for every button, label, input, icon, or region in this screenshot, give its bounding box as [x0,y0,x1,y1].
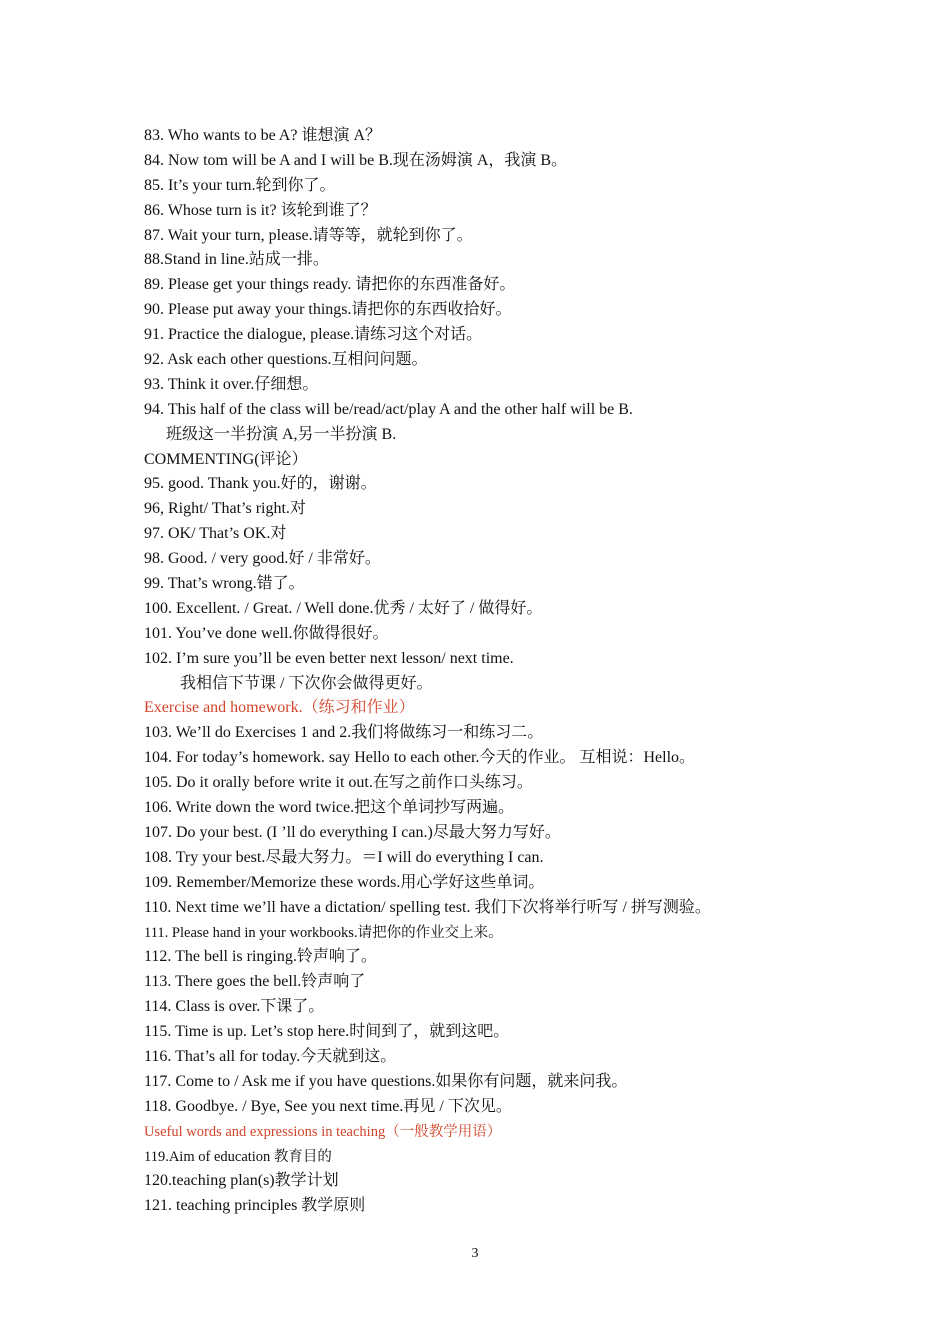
text-line: 113. There goes the bell.铃声响了 [144,973,366,991]
text-line: 117. Come to / Ask me if you have questions.如果你有问题，就来问我。 [144,1072,628,1090]
text-line: 112. The bell is ringing.铃声响了。 [144,948,377,966]
text-line: 100. Excellent. / Great. / Well done.优秀 / 太好了 / 做得好。 [144,599,543,617]
text-line: 89. Please get your things ready. 请把你的东西准备好。 [144,276,516,294]
text-line: 86. Whose turn is it? 该轮到谁了？ [144,201,377,219]
text-line: 118. Goodbye. / Bye, See you next time.再见 / 下次见。 [144,1097,512,1115]
text-line: 92. Ask each other questions.互相问问题。 [144,351,428,369]
text-line: 114. Class is over.下课了。 [144,998,325,1016]
text-line: 104. For today’s homework. say Hello to each other.今天的作业。 互相说：Hello。 [144,749,696,767]
text-line: 98. Good. / very good.好 / 非常好。 [144,550,381,568]
text-line: 84. Now tom will be A and I will be B.现在汤姆演 A，我演 B。 [144,151,568,169]
text-line: 93. Think it over.仔细想。 [144,375,319,393]
text-line: 115. Time is up. Let’s stop here.时间到了，就到这吧。 [144,1023,510,1041]
section-heading: Useful words and expressions in teaching（一般教学用语） [144,1123,502,1140]
text-line: 111. Please hand in your workbooks.请把你的作业交上来。 [144,924,503,941]
text-line: 121. teaching principles 教学原则 [144,1197,366,1215]
text-line: 119.Aim of education 教育目的 [144,1148,332,1165]
text-line: 105. Do it orally before write it out.在写之前作口头练习。 [144,774,533,792]
text-line: 94. This half of the class will be/read/act/play A and the other half will be B. [144,400,633,418]
section-heading: Exercise and homework.（练习和作业） [144,699,415,717]
text-line: 96, Right/ That’s right.对 [144,500,306,518]
document-body [144,124,904,1219]
text-line: 班级这一半扮演 A,另一半扮演 B. [166,425,397,443]
text-line: 106. Write down the word twice.把这个单词抄写两遍。 [144,799,515,817]
text-line: 97. OK/ That’s OK.对 [144,525,287,543]
text-line: 91. Practice the dialogue, please.请练习这个对话。 [144,326,483,344]
text-line: 110. Next time we’ll have a dictation/ spelling test. 我们下次将举行听写 / 拼写测验。 [144,898,711,916]
text-line: 95. good. Thank you.好的，谢谢。 [144,475,377,493]
text-line: 83. Who wants to be A? 谁想演 A？ [144,127,382,144]
text-line: 85. It’s your turn.轮到你了。 [144,176,336,194]
text-line: 103. We’ll do Exercises 1 and 2.我们将做练习一和练习二。 [144,724,544,742]
text-line: 102. I’m sure you’ll be even better next lesson/ next time. [144,649,514,667]
text-line: 90. Please put away your things.请把你的东西收拾好。 [144,301,512,319]
text-line: 我相信下节课 / 下次你会做得更好。 [180,674,433,692]
text-line: 116. That’s all for today.今天就到这。 [144,1047,397,1065]
text-line: 108. Try your best.尽最大努力。＝I will do everything I can. [144,848,544,866]
text-line: COMMENTING(评论） [144,450,308,468]
text-line: 101. You’ve done well.你做得很好。 [144,624,389,642]
page-number: 3 [471,1246,479,1261]
text-line: 87. Wait your turn, please.请等等，就轮到你了。 [144,226,473,244]
text-line: 109. Remember/Memorize these words.用心学好这些单词。 [144,873,545,891]
text-line: 120.teaching plan(s)教学计划 [144,1172,339,1190]
text-line: 107. Do your best. (I ’ll do everything I can.)尽最大努力写好。 [144,823,561,841]
text-line: 99. That’s wrong.错了。 [144,575,305,593]
text-line: 88.Stand in line.站成一排。 [144,251,329,269]
